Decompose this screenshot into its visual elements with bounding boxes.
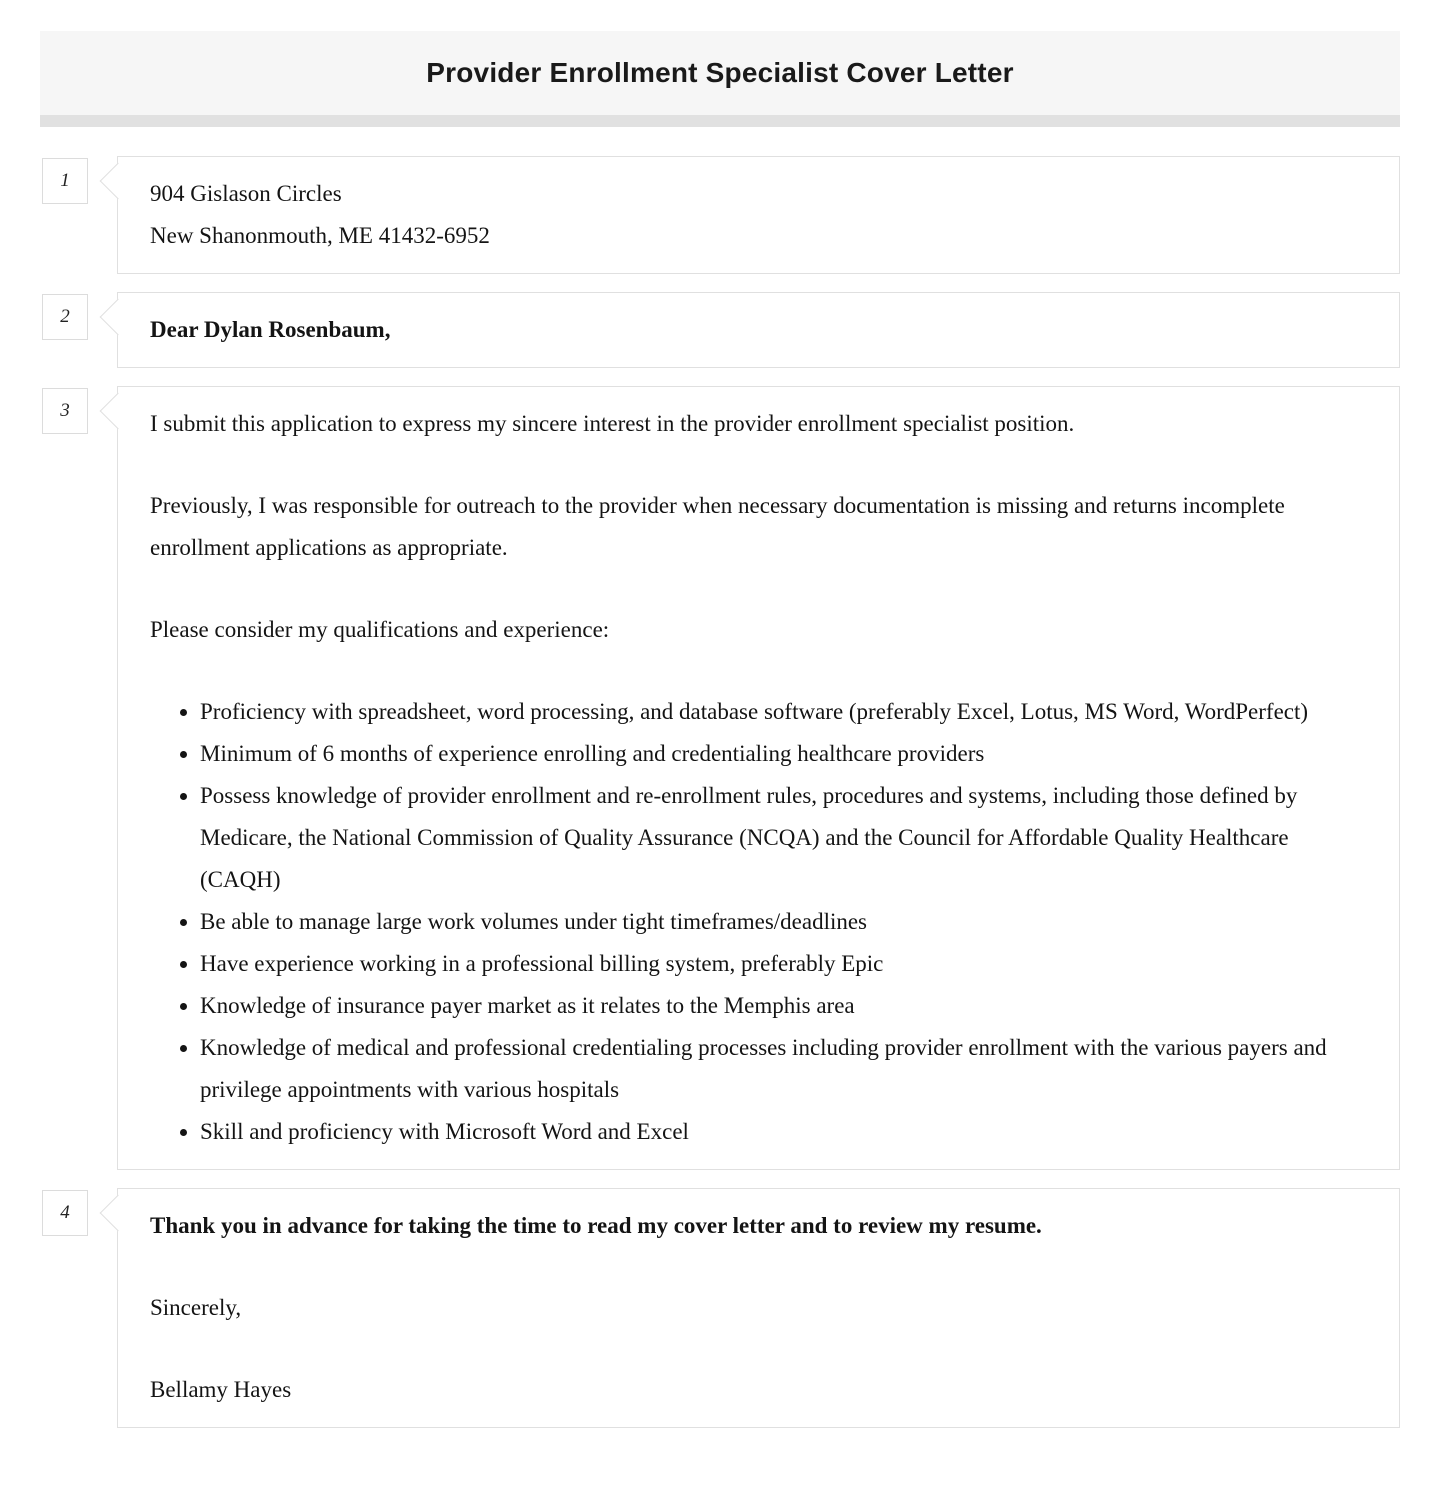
section-3-number-badge — [42, 388, 88, 434]
list-item: • Knowledge of insurance payer market as it relates to the Memphis area — [200, 985, 1367, 1027]
section-sender-address — [40, 156, 1400, 274]
address-line-city: New Shanonmouth, ME 41432-6952 — [150, 223, 490, 248]
page-title: Provider Enrollment Specialist Cover Letter — [426, 57, 1014, 88]
body-paragraph-qualifications-lead: Please consider my qualifications and experience: — [150, 617, 610, 642]
page-header — [40, 31, 1400, 127]
section-4-number-badge — [42, 1190, 88, 1236]
body-paragraph-experience: Previously, I was responsible for outreach to the provider when necessary documentation is missing and returns incomplete enrollment applications as appropriate. — [150, 493, 1285, 560]
section-salutation — [40, 292, 1400, 368]
section-number: 1 — [60, 170, 70, 191]
section-number: 2 — [60, 306, 70, 327]
list-item: • Have experience working in a professional billing system, preferably Epic — [200, 943, 1367, 985]
salutation-text: Dear Dylan Rosenbaum, — [150, 317, 391, 342]
qualifications-list — [150, 691, 1367, 1153]
address-line-street: 904 Gislason Circles — [150, 181, 342, 206]
closing-box — [117, 1188, 1400, 1428]
section-1-number-badge — [42, 158, 88, 204]
list-item: • Proficiency with spreadsheet, word processing, and database software (preferably Excel, Lotus, MS Word, WordPerfect) — [200, 691, 1367, 733]
body-box — [117, 386, 1400, 1170]
list-item: • Possess knowledge of provider enrollment and re-enrollment rules, procedures and systems, including those defined by Medicare, the National Commission of Quality Assurance (NCQA) and the Council for Affordable Quality Healthcare (CAQH) — [200, 775, 1367, 901]
signoff: Sincerely, — [150, 1295, 242, 1320]
body-paragraph-intro: I submit this application to express my sincere interest in the provider enrollment specialist position. — [150, 411, 1075, 436]
signature-name: Bellamy Hayes — [150, 1377, 292, 1402]
list-item: • Minimum of 6 months of experience enrolling and credentialing healthcare providers — [200, 733, 1367, 775]
section-closing — [40, 1188, 1400, 1428]
section-number: 3 — [60, 400, 70, 421]
salutation-box — [117, 292, 1400, 368]
list-item: • Skill and proficiency with Microsoft Word and Excel — [200, 1111, 1367, 1153]
sender-address-box — [117, 156, 1400, 274]
section-2-number-badge — [42, 294, 88, 340]
section-number: 4 — [60, 1202, 70, 1223]
section-body — [40, 386, 1400, 1170]
list-item: • Knowledge of medical and professional credentialing processes including provider enrollment with the various payers and privilege appointments with various hospitals — [200, 1027, 1367, 1111]
closing-thanks: Thank you in advance for taking the time to read my cover letter and to review my resume. — [150, 1213, 1042, 1238]
list-item: • Be able to manage large work volumes under tight timeframes/deadlines — [200, 901, 1367, 943]
